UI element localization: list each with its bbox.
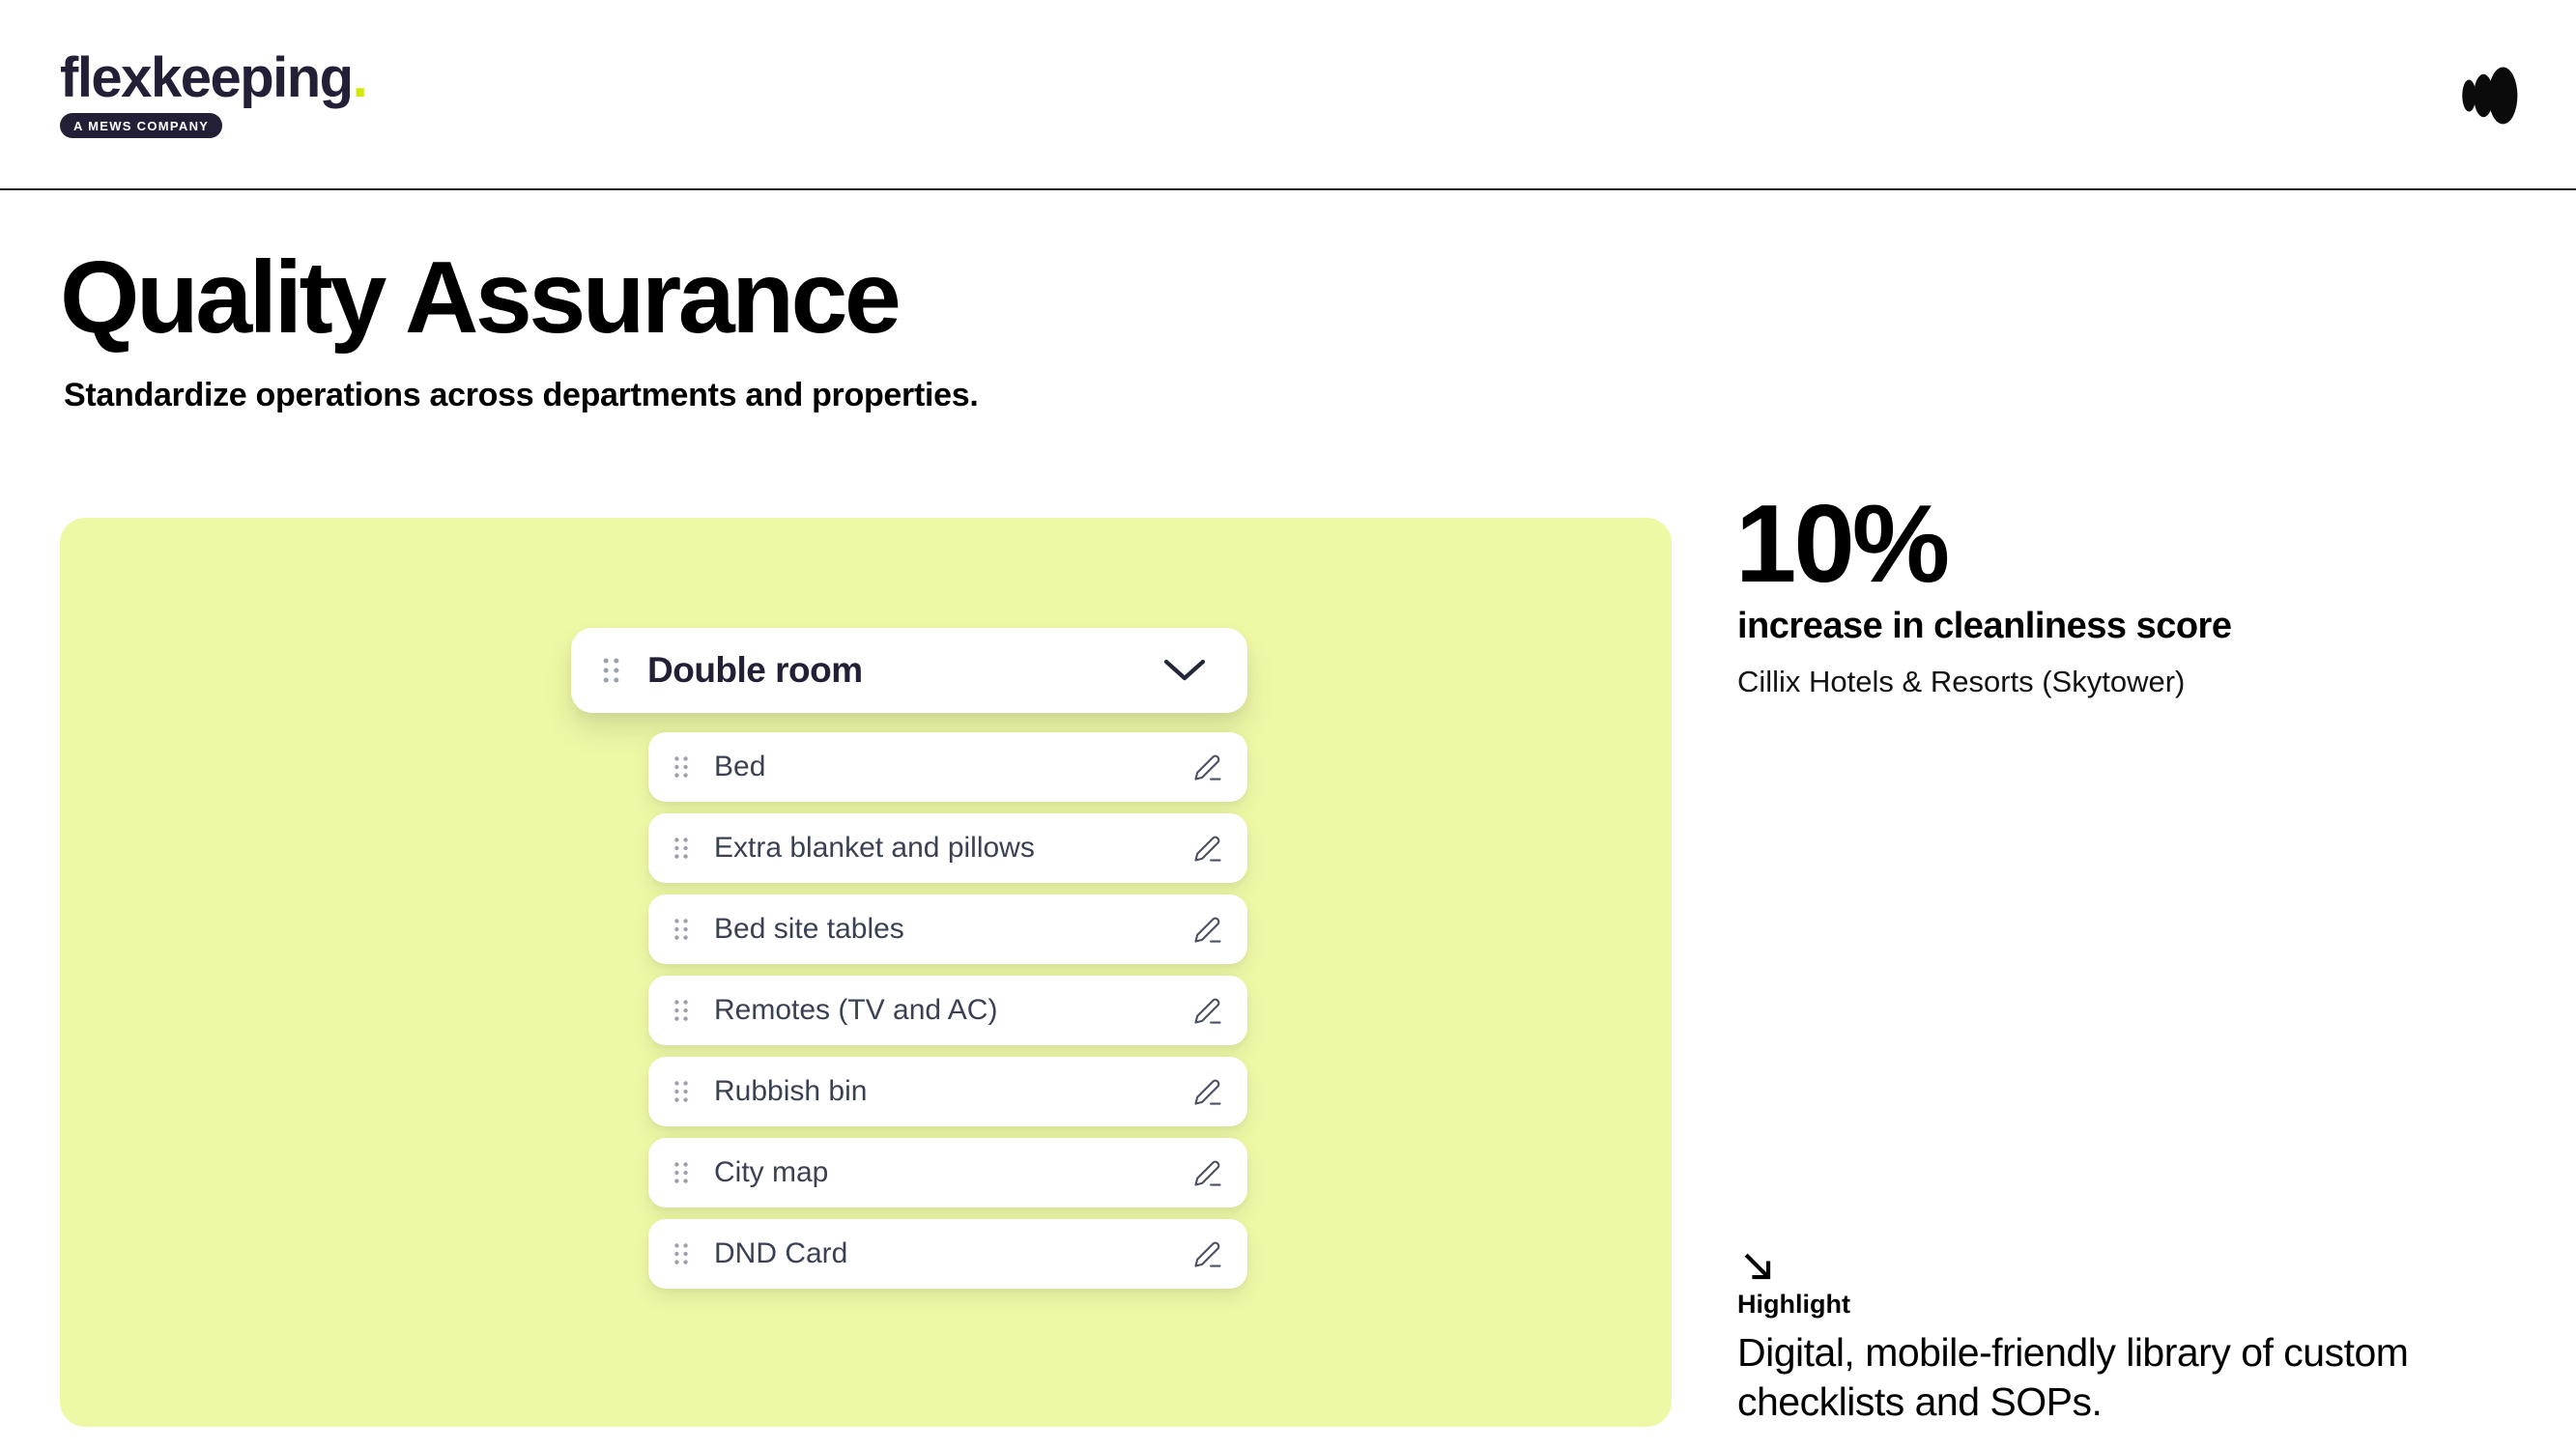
stat-value: 10% — [1735, 483, 1948, 606]
edit-pen-icon[interactable] — [1193, 1158, 1222, 1187]
mews-logo-icon[interactable] — [2460, 66, 2520, 126]
edit-pen-icon[interactable] — [1193, 834, 1222, 863]
edit-pen-icon[interactable] — [1193, 753, 1222, 781]
logo-text: flexkeeping — [60, 46, 353, 109]
brand-logo[interactable] — [60, 46, 367, 138]
edit-pen-icon[interactable] — [1193, 996, 1222, 1025]
checklist-item-label: City map — [714, 1156, 829, 1188]
checklist-item[interactable] — [648, 895, 1247, 964]
page-title: Quality Assurance — [60, 241, 899, 355]
header — [0, 0, 2576, 190]
page-subtitle: Standardize operations across departments and properties. — [64, 377, 979, 413]
stat-label: increase in cleanliness score — [1737, 606, 2232, 646]
drag-handle-icon[interactable] — [673, 1242, 689, 1265]
mews-company-badge: A MEWS COMPANY — [60, 113, 222, 138]
drag-handle-icon[interactable] — [673, 837, 689, 860]
drag-handle-icon[interactable] — [673, 918, 689, 941]
room-type-dropdown-label: Double room — [647, 650, 863, 690]
checklist-item-label: Bed — [714, 751, 766, 782]
logo-wordmark — [60, 46, 367, 109]
checklist-item[interactable] — [648, 976, 1247, 1045]
drag-handle-icon[interactable] — [673, 1080, 689, 1103]
checklist-item[interactable] — [648, 813, 1247, 883]
checklist-item-label: Remotes (TV and AC) — [714, 994, 998, 1026]
checklist-item-label: Rubbish bin — [714, 1075, 868, 1107]
edit-pen-icon[interactable] — [1193, 915, 1222, 944]
chevron-down-icon[interactable] — [1162, 658, 1207, 683]
room-type-dropdown[interactable] — [571, 628, 1247, 713]
logo-dot: . — [352, 46, 367, 109]
drag-handle-icon[interactable] — [602, 657, 620, 684]
arrow-down-right-icon — [1739, 1248, 1776, 1285]
stat-source: Cillix Hotels & Resorts (Skytower) — [1737, 665, 2186, 698]
checklist-item[interactable] — [648, 732, 1247, 802]
drag-handle-icon[interactable] — [673, 1161, 689, 1184]
checklist-item-label: Extra blanket and pillows — [714, 832, 1035, 864]
checklist-item-label: Bed site tables — [714, 913, 904, 945]
checklist-item[interactable] — [648, 1138, 1247, 1208]
highlight-text: Digital, mobile-friendly library of custom checklists and SOPs. — [1737, 1330, 2409, 1424]
checklist-item[interactable] — [648, 1057, 1247, 1126]
checklist-item-label: DND Card — [714, 1237, 848, 1269]
highlight-kicker: Highlight — [1737, 1290, 1850, 1319]
checklist-items — [648, 732, 1247, 1289]
checklist-panel — [60, 518, 1672, 1427]
edit-pen-icon[interactable] — [1193, 1239, 1222, 1268]
drag-handle-icon[interactable] — [673, 755, 689, 779]
edit-pen-icon[interactable] — [1193, 1077, 1222, 1106]
drag-handle-icon[interactable] — [673, 999, 689, 1022]
checklist-item[interactable] — [648, 1219, 1247, 1289]
